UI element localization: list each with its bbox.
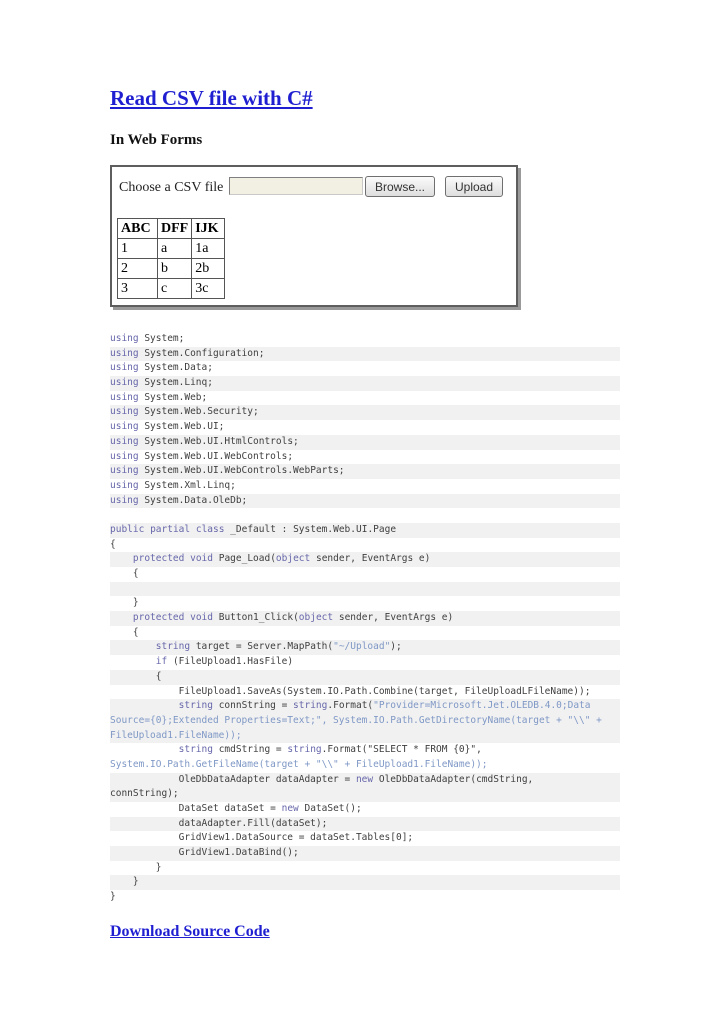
csv-table-row (118, 259, 225, 279)
csv-table-cell: 3 (118, 279, 158, 299)
code-line: using System.Data; (110, 362, 213, 374)
csv-table-header-row (118, 219, 225, 239)
upload-form-screenshot (110, 165, 518, 307)
csv-table-cell: 2b (192, 259, 225, 279)
code-line: using System.Data.OleDb; (110, 494, 620, 509)
code-line: Source={0};Extended Properties=Text;", System.IO.Path.GetDirectoryName(target + "\\" + (110, 714, 620, 729)
code-line: } (110, 861, 162, 873)
csv-table-row (118, 239, 225, 259)
code-line: using System.Xml.Linq; (110, 479, 236, 491)
article-title-link[interactable]: Read CSV file with C# (110, 86, 313, 110)
code-line: using System.Linq; (110, 376, 620, 391)
code-line: string target = Server.MapPath("~/Upload"); (110, 640, 620, 655)
code-line: dataAdapter.Fill(dataSet); (110, 817, 620, 832)
code-listing (110, 332, 620, 905)
code-line: using System; (110, 333, 185, 344)
csv-table-cell: 1a (192, 239, 225, 259)
file-path-input[interactable] (229, 177, 363, 195)
csv-table-header-cell: IJK (192, 219, 225, 239)
page-content (110, 0, 620, 941)
code-line: { (110, 670, 620, 685)
code-line: public partial class _Default : System.Web.UI.Page (110, 523, 620, 538)
csv-preview-table (117, 218, 225, 299)
code-line: { (110, 626, 139, 638)
csv-table-cell: 1 (118, 239, 158, 259)
choose-file-label: Choose a CSV file (119, 180, 224, 195)
csv-table-cell: a (158, 239, 192, 259)
csv-table-cell: 3c (192, 279, 225, 299)
csv-table-header-cell: ABC (118, 219, 158, 239)
csv-table-cell: c (158, 279, 192, 299)
code-line: string connString = string.Format("Provider=Microsoft.Jet.OLEDB.4.0;Data (110, 699, 620, 714)
code-line: } (110, 875, 620, 890)
code-line: } (110, 891, 116, 903)
code-line: GridView1.DataSource = dataSet.Tables[0]; (110, 832, 414, 844)
code-line: using System.Web.UI.WebControls.WebParts; (110, 464, 620, 479)
code-line: connString); (110, 787, 620, 802)
csv-table-row (118, 279, 225, 299)
csv-table-header-cell: DFF (158, 219, 192, 239)
upload-button[interactable]: Upload (445, 176, 503, 197)
code-line: { (110, 538, 116, 550)
code-line: using System.Web.UI; (110, 421, 225, 433)
code-line: } (110, 597, 139, 609)
code-line: if (FileUpload1.HasFile) (155, 656, 294, 668)
code-line: string cmdString = string.Format("SELECT * FROM {0}", (178, 744, 482, 756)
browse-button[interactable]: Browse... (365, 176, 435, 197)
code-line: protected void Page_Load(object sender, EventArgs e) (110, 552, 620, 567)
code-line: protected void Button1_Click(object sender, EventArgs e) (110, 611, 620, 626)
code-line: OleDbDataAdapter dataAdapter = new OleDbDataAdapter(cmdString, (110, 773, 620, 788)
code-line: GridView1.DataBind(); (110, 846, 620, 861)
section-heading: In Web Forms (110, 132, 203, 148)
code-line (110, 582, 620, 597)
code-line: using System.Web.Security; (110, 405, 620, 420)
code-line: using System.Web.UI.HtmlControls; (110, 435, 620, 450)
code-line (110, 508, 620, 523)
code-line: { (110, 568, 139, 579)
code-line: using System.Web; (110, 391, 208, 403)
code-line: using System.Configuration; (110, 347, 620, 362)
download-source-link[interactable]: Download Source Code (110, 922, 270, 940)
code-line: FileUpload1.SaveAs(System.IO.Path.Combine(target, FileUploadLFileName)); (110, 685, 591, 697)
code-line: DataSet dataSet = new DataSet(); (110, 803, 362, 814)
csv-table-cell: b (158, 259, 192, 279)
code-line: FileUpload1.FileName)); (110, 729, 620, 744)
code-line: System.IO.Path.GetFileName(target + "\\" + FileUpload1.FileName)); (110, 758, 488, 770)
csv-table-cell: 2 (118, 259, 158, 279)
code-line: using System.Web.UI.WebControls; (110, 450, 294, 462)
